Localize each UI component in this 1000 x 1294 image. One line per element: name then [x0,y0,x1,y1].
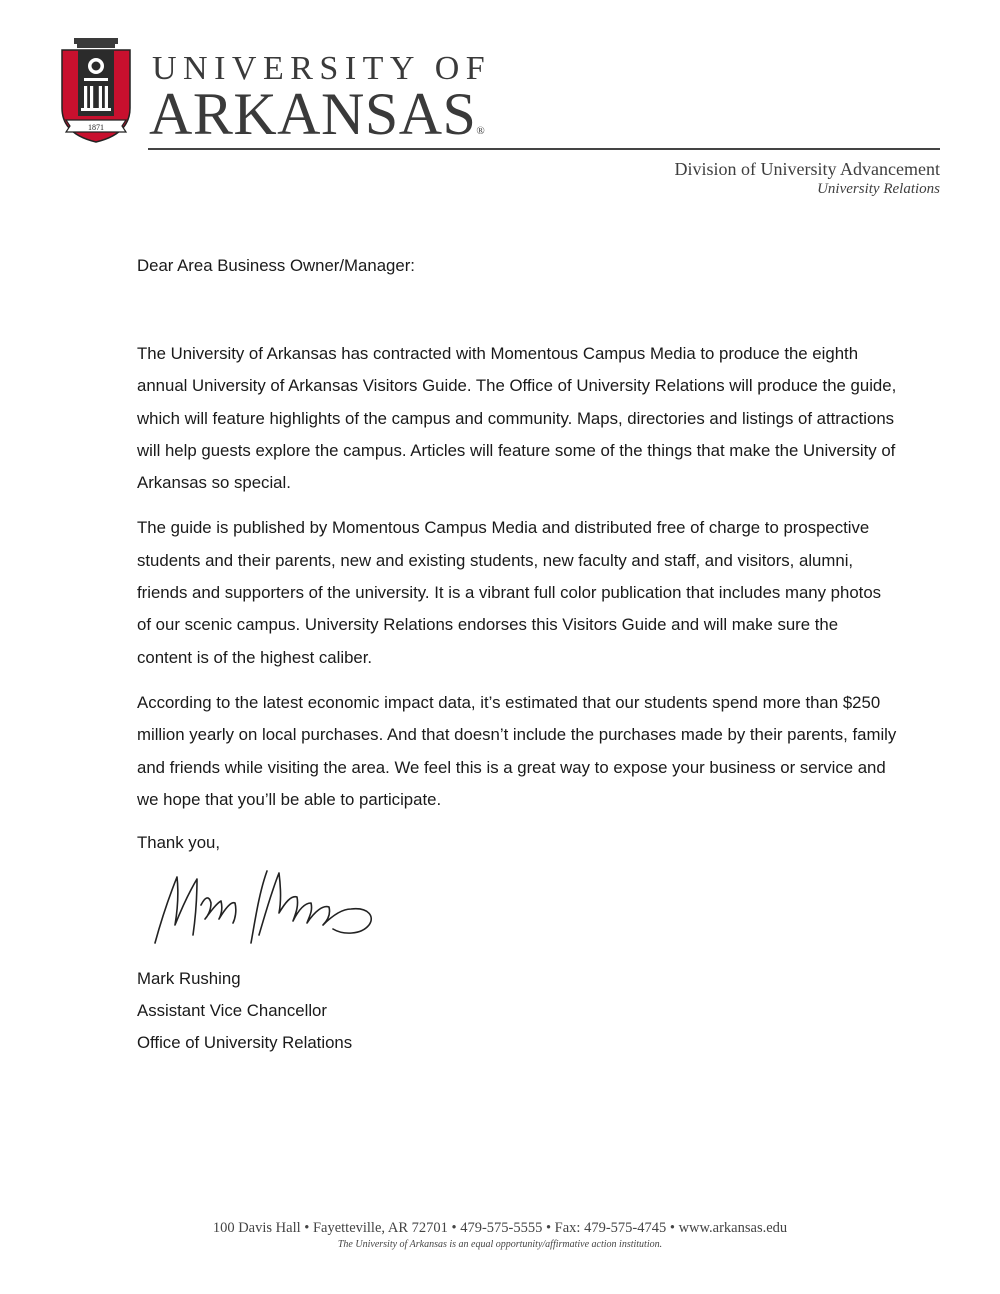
letterhead [60,38,940,198]
seal-year-overlay [60,38,132,144]
paragraph-2: The guide is published by Momentous Campus Media and distributed free of charge to prospective students and their parents, new and existing students, new faculty and staff, and visitors, alumni, friends and supporters of the university. It is a vibrant full color publication that includes many photos of our scenic campus. University Relations endorses this Visitors Guide and will make sure the content is of the highest caliber. [137,518,882,667]
division-subunit: University Relations [817,181,940,197]
signature-block [137,963,897,1059]
division-name: Division of University Advancement [674,159,940,179]
signer-title: Assistant Vice Chancellor [137,1001,327,1021]
registered-mark: ® [476,125,485,137]
footer-eeo-statement: The University of Arkansas is an equal opportunity/affirmative action institution. [337,1239,663,1250]
paragraph-1: The University of Arkansas has contracted with Momentous Campus Media to produce the eighth annual University of Arkansas Visitors Guide. The Office of University Relations will produce the guide, which will feature highlights of the campus and community. Maps, directories and listings of attractions will help guests explore the campus. Articles will feature some of the things that make the University of Arkansas so special. [137,344,897,493]
footer-address: 100 Davis Hall • Fayetteville, AR 72701 • 479-575-5555 • Fax: 479-575-4745 • www.arkansas.edu [212,1220,788,1236]
paragraph-3: According to the latest economic impact data, it’s estimated that our students spend more than $250 million yearly on local purchases. And that doesn’t include the purchases made by their parents, family and friends while visiting the area. We feel this is a great way to expose your business or service and we hope that you’ll be able to participate. [137,692,897,809]
closing: Thank you, [137,833,221,853]
university-wordmark-main [149,81,485,147]
letterhead-rule [148,148,940,150]
signer-name: Mark Rushing [137,969,241,989]
seal-year: 1871 [88,123,104,132]
wordmark-arkansas: ARKANSAS [149,81,477,147]
salutation: Dear Area Business Owner/Manager: [137,256,415,275]
letter-body [137,252,897,1059]
signer-office: Office of University Relations [137,1033,353,1053]
university-wordmark-top: UNIVERSITY OF [152,50,492,87]
footer [0,1218,1000,1252]
handwritten-signature [147,865,387,951]
division-block [675,158,940,199]
